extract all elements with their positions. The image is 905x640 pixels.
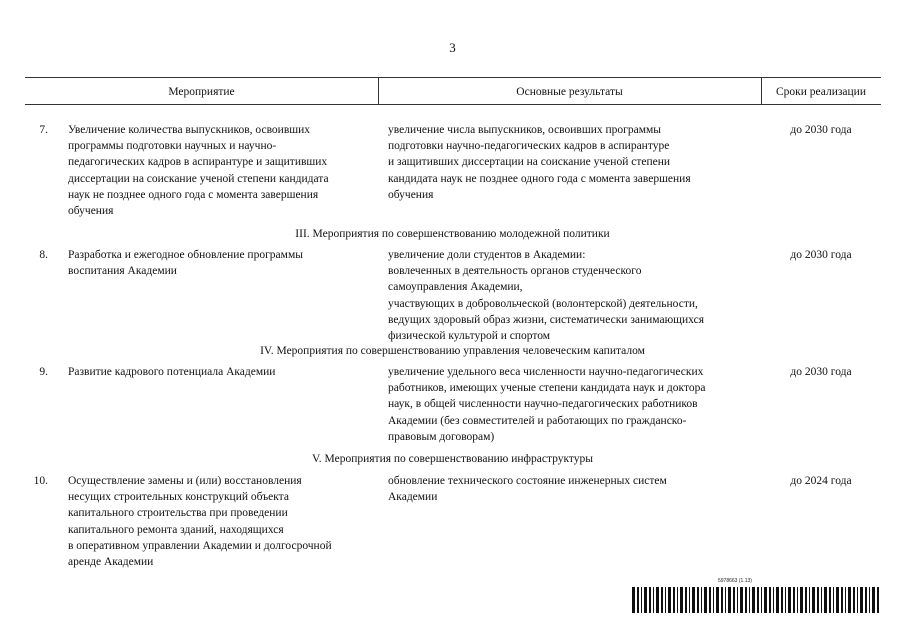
table-top-border — [25, 77, 881, 78]
event-cell: Разработка и ежегодное обновление программы воспитания Академии — [68, 249, 303, 278]
results-cell: увеличение числа выпускников, освоивших программы подготовки научно-педагогических кадров в аспирантуре и защитивших диссертации на соискание ученой степени кандидата наук не позднее одного года с момента завершения обучения — [388, 124, 691, 201]
results-cell: обновление технического состояние инженерных систем Академии — [388, 475, 667, 504]
row-number: 9. — [39, 366, 48, 378]
section-heading: III. Мероприятия по совершенствованию молодежной политики — [295, 228, 610, 240]
section-heading: IV. Мероприятия по совершенствованию управления человеческим капиталом — [260, 345, 645, 357]
deadline-cell: до 2030 года — [790, 124, 852, 136]
section-heading: V. Мероприятия по совершенствованию инфраструктуры — [311, 453, 594, 465]
header-results: Основные результаты — [516, 86, 623, 98]
deadline-cell: до 2030 года — [790, 249, 852, 261]
event-cell: Развитие кадрового потенциала Академии — [68, 366, 276, 378]
event-cell: Увеличение количества выпускников, освоивших программы подготовки научных и научно- педагогических кадров в аспирантуре и защитивших диссертации на соискание ученой степени кандидата наук не позднее одного года с момента завершения обучения — [68, 124, 329, 218]
barcode-label: 5978663 (1.13) — [718, 578, 752, 584]
results-cell: увеличение удельного веса численности научно-педагогических работников, имеющих ученые степени кандидата наук и доктора наук, в общей численности научно-педагогических работников Академии (без совместителей и работающих по гражданско- правовым договорам) — [388, 366, 706, 443]
table-header-bottom-border — [25, 104, 881, 105]
row-number: 7. — [39, 124, 48, 136]
row-number: 10. — [33, 475, 48, 487]
barcode-icon — [632, 587, 880, 613]
header-event: Мероприятие — [168, 86, 235, 98]
row-number: 8. — [39, 249, 48, 261]
deadline-cell: до 2030 года — [790, 366, 852, 378]
header-deadline: Сроки реализации — [776, 86, 866, 98]
event-cell: Осуществление замены и (или) восстановления несущих строительных конструкций объекта капитального строительства при проведении капитального ремонта зданий, находящихся в оперативном управлении Академии и долгосрочной аренде Академии — [68, 475, 332, 569]
results-cell: увеличение доли студентов в Академии: вовлеченных в деятельность органов студенческого самоуправления Академии, участвующих в добровольческой (волонтерской) деятельности, ведущих здоровый образ жизни, систематически занимающихся физической культурой и спортом — [388, 249, 704, 343]
page-number: 3 — [449, 40, 456, 55]
deadline-cell: до 2024 года — [790, 475, 852, 487]
